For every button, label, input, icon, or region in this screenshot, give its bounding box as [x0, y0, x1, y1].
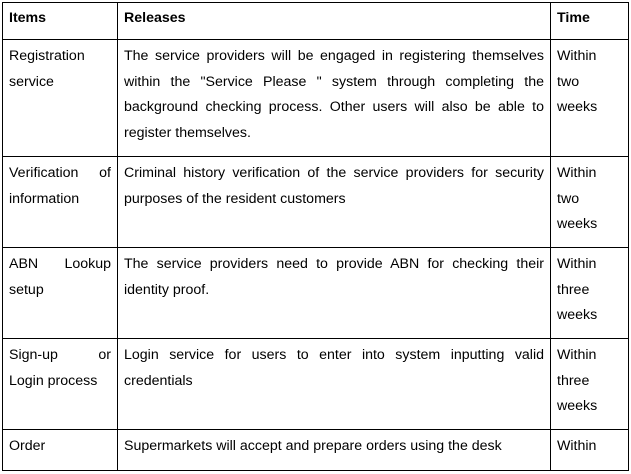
table-row: [3, 339, 629, 430]
release-cell: The service providers will be engaged in registering themselves within the "Service Please " system through completing the background checking process. Other users will also be able to register themselves.: [118, 40, 551, 157]
time-cell: Within two weeks: [551, 40, 629, 157]
release-cell: Login service for users to enter into system inputting valid credentials: [118, 339, 551, 430]
time-cell: Within three weeks: [551, 248, 629, 339]
time-cell: Within: [551, 430, 629, 471]
table-row: [3, 40, 629, 157]
time-cell: Within two weeks: [551, 157, 629, 248]
table-row: [3, 248, 629, 339]
item-cell: Sign-up or Login process: [3, 339, 118, 430]
table-row: [3, 430, 629, 471]
table-row: [3, 157, 629, 248]
releases-table: [2, 2, 629, 471]
time-cell: Within three weeks: [551, 339, 629, 430]
header-items: Items: [3, 3, 118, 40]
release-cell: Supermarkets will accept and prepare orders using the desk: [118, 430, 551, 471]
header-releases: Releases: [118, 3, 551, 40]
header-time: Time: [551, 3, 629, 40]
item-cell: Registration service: [3, 40, 118, 157]
table-header-row: [3, 3, 629, 40]
release-cell: The service providers need to provide ABN for checking their identity proof.: [118, 248, 551, 339]
item-cell: Verification of information: [3, 157, 118, 248]
item-cell: ABN Lookup setup: [3, 248, 118, 339]
item-cell: Order: [3, 430, 118, 471]
release-cell: Criminal history verification of the service providers for security purposes of the resident customers: [118, 157, 551, 248]
